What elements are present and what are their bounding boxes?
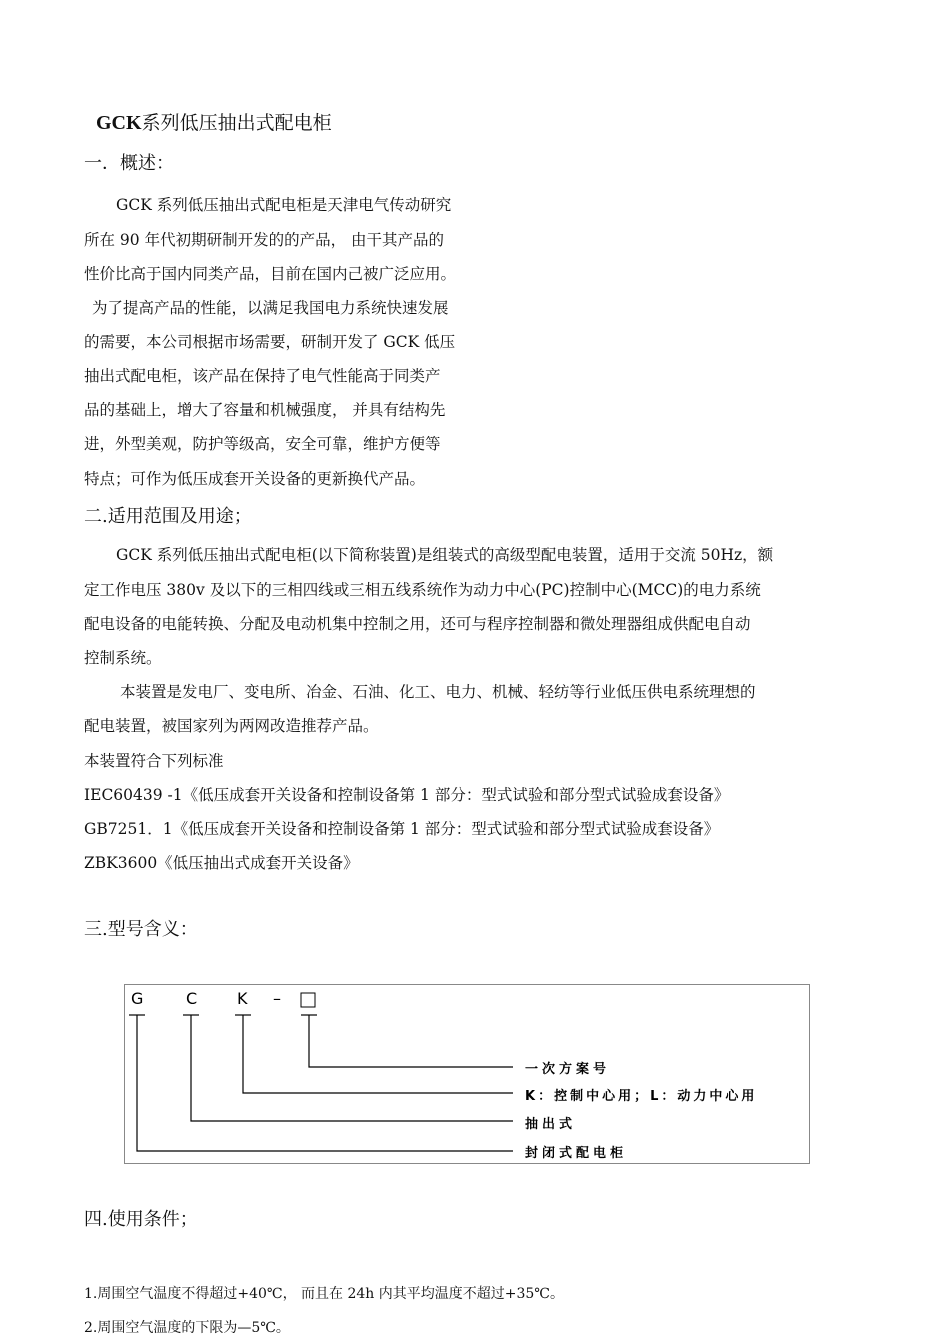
standard-item: ZBK3600《低压抽出式成套开关设备》 (84, 854, 359, 872)
section1-line: 特点；可作为低压成套开关设备的更新换代产品。 (84, 470, 426, 488)
model-label-scheme: 一次方案号 (525, 1062, 611, 1077)
condition-item: 1.周围空气温度不得超过+40℃， 而且在 24h 内其平均温度不超过+35℃。 (84, 1286, 564, 1302)
model-letter-c: C (186, 989, 198, 1008)
leader-g (137, 1015, 513, 1151)
section2-line: 配电装置，被国家列为两网改造推荐产品。 (84, 717, 379, 735)
section2-heading: 二.适用范围及用途； (84, 506, 252, 527)
leader-k (243, 1015, 513, 1093)
model-code-diagram (124, 984, 810, 1164)
section2-line: 定工作电压 380v 及以下的三相四线或三相五线系统作为动力中心(PC)控制中心(MCC)的电力系统 (84, 581, 761, 599)
section2-line: 配电设备的电能转换、分配及电动机集中控制之用，还可与程序控制器和微处理器组成供配电自动 (84, 615, 751, 633)
doc-title-rest: 系列低压抽出式配电柜 (141, 112, 332, 134)
section2-line: GCK 系列低压抽出式配电柜(以下简称装置)是组装式的高级型配电装置，适用于交流 50Hz，额 (116, 546, 774, 564)
section1-line: 性价比高于国内同类产品，目前在国内己被广泛应用。 (84, 265, 457, 283)
section1-line: GCK 系列低压抽出式配电柜是天津电气传动研究 (116, 196, 452, 214)
section1-line: 抽出式配电柜，该产品在保持了电气性能高于同类产 (84, 367, 441, 385)
section2-line: 控制系统。 (84, 649, 162, 667)
doc-title (96, 108, 332, 135)
section4-heading: 四.使用条件； (84, 1209, 198, 1230)
leader-c (191, 1015, 513, 1121)
condition-item: 2.周围空气温度的下限为—5℃。 (84, 1320, 290, 1336)
model-dash: – (273, 989, 281, 1008)
section1-line: 所在 90 年代初期研制开发的的产品， 由干其产品的 (84, 231, 445, 249)
model-label-k: K：控制中心用；L：动力中心用 (525, 1089, 758, 1104)
scheme-number-box (301, 993, 315, 1007)
section1-line: 品的基础上，增大了容量和机械强度， 并具有结构先 (84, 401, 446, 419)
standard-item: IEC60439 -1《低压成套开关设备和控制设备第 1 部分：型式试验和部分型式试验成套设备》 (84, 786, 730, 804)
model-connector-lines (125, 985, 811, 1165)
leader-scheme (309, 1015, 513, 1067)
section3-heading: 三.型号含义： (84, 919, 198, 940)
model-letter-g: G (131, 989, 144, 1008)
section2-line: 本装置是发电厂、变电所、冶金、石油、化工、电力、机械、轻纺等行业低压供电系统理想的 (120, 683, 756, 701)
model-label-g: 封闭式配电柜 (525, 1146, 628, 1161)
section1-heading: 一．概述： (84, 153, 174, 174)
standard-item: GB7251．1《低压成套开关设备和控制设备第 1 部分：型式试验和部分型式试验成套设备》 (84, 820, 720, 838)
section1-line: 进，外型美观，防护等级高，安全可靠，维护方便等 (84, 435, 441, 453)
doc-title-bold: GCK (96, 112, 142, 134)
section1-line: 为了提高产品的性能，以满足我国电力系统快速发展 (92, 299, 449, 317)
standards-intro: 本装置符合下列标准 (84, 752, 224, 770)
section1-line: 的需要，本公司根据市场需要，研制开发了 GCK 低压 (84, 333, 456, 351)
model-letter-k: K (237, 989, 248, 1008)
model-label-c: 抽出式 (525, 1117, 577, 1132)
